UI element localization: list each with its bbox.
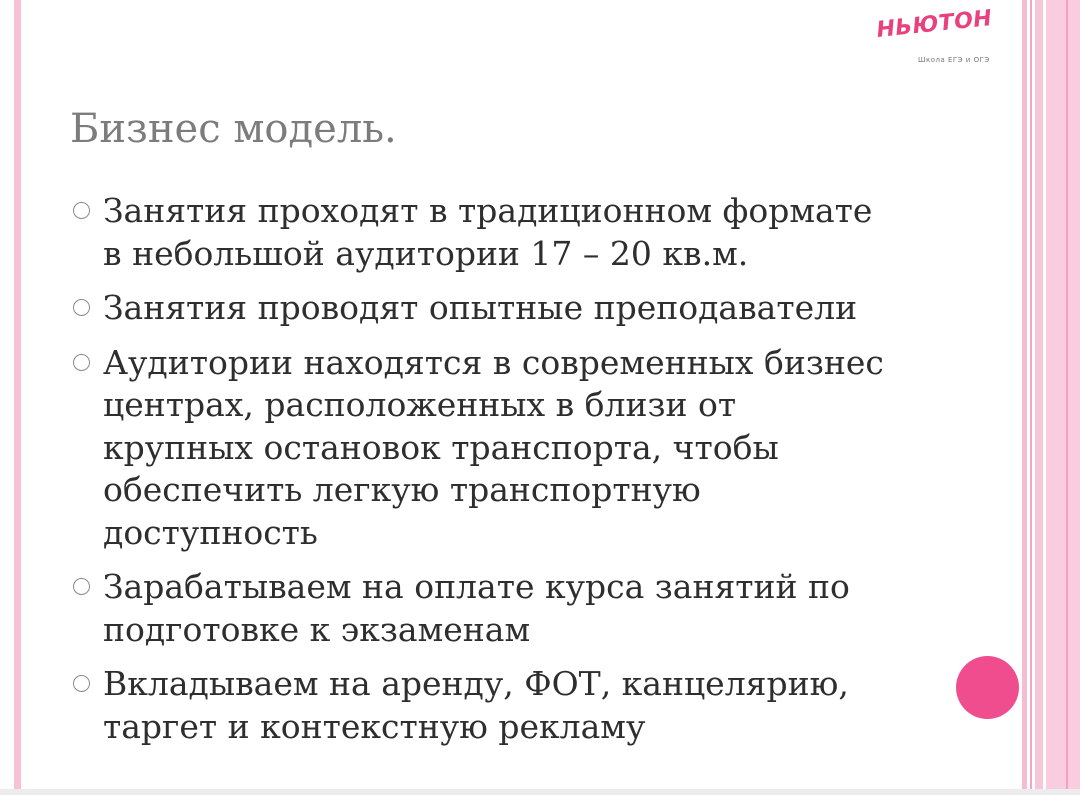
circle-bullet-icon xyxy=(73,202,90,219)
newton-logo xyxy=(875,5,1016,74)
right-decorative-stripe xyxy=(1030,0,1032,795)
circle-bullet-icon xyxy=(73,354,90,371)
bullet-text: Зарабатываем на оплате курса занятий по подготовке к экзаменам xyxy=(103,567,850,649)
logo-tagline: Школа ЕГЭ и ОГЭ xyxy=(918,56,990,64)
right-decorative-stripe xyxy=(1046,0,1080,795)
bullet-item xyxy=(70,342,930,555)
bullet-item xyxy=(70,663,930,748)
pink-circle-decoration xyxy=(956,656,1019,719)
right-decorative-stripe xyxy=(1066,0,1068,795)
bullet-text: Аудитории находятся в современных бизнес центрах, расположенных в близи от крупных остановок транспорта, чтобы обеспечить легкую транспортную доступность xyxy=(103,342,884,552)
bullet-item xyxy=(70,190,930,275)
left-decorative-stripe xyxy=(14,0,21,795)
circle-bullet-icon xyxy=(73,675,90,692)
bullet-text: Вкладываем на аренду, ФОТ, канцелярию, таргет и контекстную рекламу xyxy=(103,664,849,746)
right-decorative-stripe xyxy=(1022,0,1027,795)
bullet-text: Занятия проходят в традиционном формате в небольшой аудитории 17 – 20 кв.м. xyxy=(103,191,873,273)
circle-bullet-icon xyxy=(73,578,90,595)
logo-wordmark: НЬЮТОН xyxy=(875,5,994,43)
bullet-item xyxy=(70,287,930,330)
bullet-text: Занятия проводят опытные преподаватели xyxy=(103,288,858,327)
bottom-band xyxy=(0,789,1080,795)
bullet-item xyxy=(70,566,930,651)
circle-bullet-icon xyxy=(73,299,90,316)
right-decorative-stripe xyxy=(1035,0,1043,795)
slide-title: Бизнес модель. xyxy=(70,106,397,152)
bullet-list xyxy=(70,190,930,760)
